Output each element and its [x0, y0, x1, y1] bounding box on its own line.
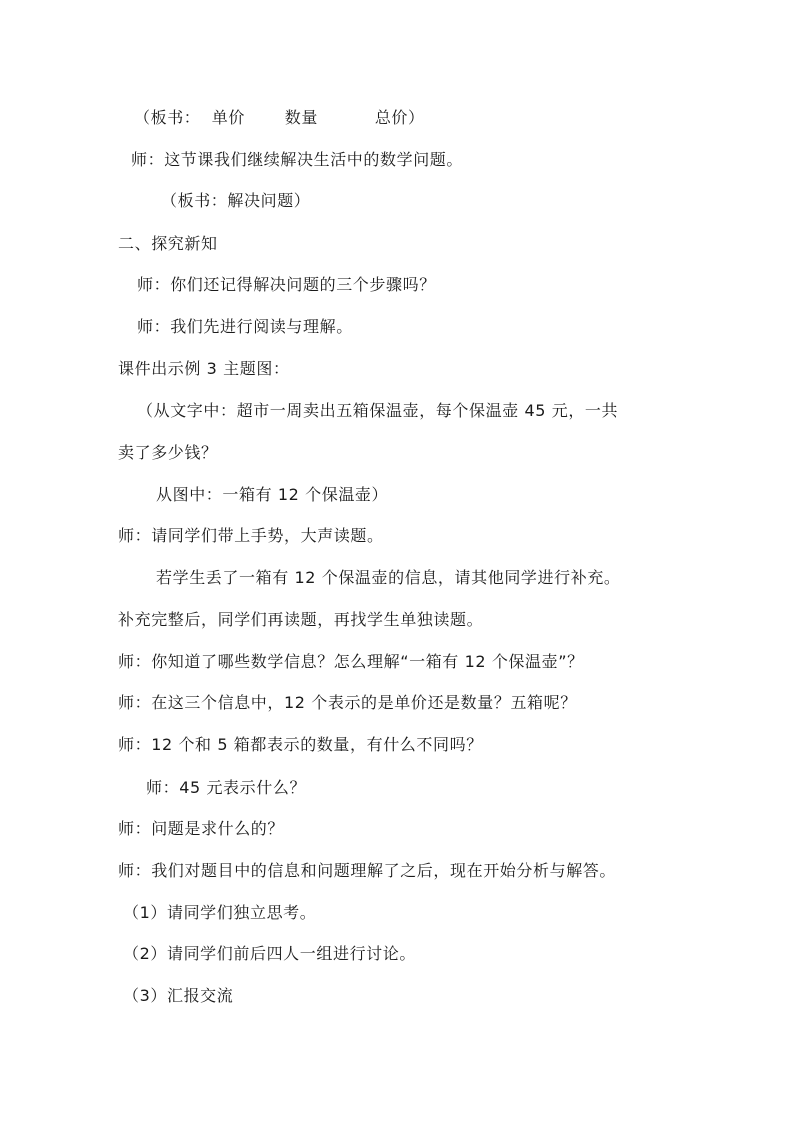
- text-line-read-understand: 师：我们先进行阅读与理解。: [137, 317, 353, 336]
- text-line-teacher-intro: 师：这节课我们继续解决生活中的数学问题。: [131, 150, 464, 169]
- text-line-three-steps: 师：你们还记得解决问题的三个步骤吗？: [137, 275, 436, 294]
- text-line-analyze: 师：我们对题目中的信息和问题理解了之后，现在开始分析与解答。: [118, 861, 617, 880]
- section-heading: 二、探究新知: [118, 234, 218, 253]
- text-line-read-aloud: 师：请同学们带上手势，大声读题。: [118, 526, 384, 545]
- text-line-from-text-cont: 卖了多少钱？: [118, 443, 218, 462]
- text-line-unit-or-quantity: 师：在这三个信息中，12 个表示的是单价还是数量？五箱呢？: [118, 693, 577, 712]
- text-line-reread: 补充完整后，同学们再读题，再找学生单独读题。: [118, 610, 484, 629]
- list-item-1: （1）请同学们独立思考。: [123, 903, 317, 922]
- text-line-supplement: 若学生丢了一箱有 12 个保温壶的信息，请其他同学进行补充。: [156, 568, 621, 587]
- text-line-from-image: 从图中：一箱有 12 个保温壶）: [156, 485, 389, 504]
- text-line-math-info: 师：你知道了哪些数学信息？怎么理解“一箱有 12 个保温壶”？: [118, 652, 584, 671]
- list-item-2: （2）请同学们前后四人一组进行讨论。: [123, 944, 416, 963]
- text-line-question: 师：问题是求什么的？: [118, 819, 285, 838]
- list-item-3: （3）汇报交流: [123, 986, 234, 1005]
- text-line-difference: 师：12 个和 5 箱都表示的数量，有什么不同吗？: [118, 735, 483, 754]
- text-line-45-yuan: 师：45 元表示什么？: [146, 778, 307, 797]
- text-line-board-solve: （板书：解决问题）: [161, 191, 311, 210]
- text-line-from-text: （从文字中：超市一周卖出五箱保温壶，每个保温壶 45 元，一共: [137, 401, 619, 420]
- text-line-board-unit-price: （板书： 单价 数量 总价）: [134, 108, 425, 127]
- text-line-courseware: 课件出示例 3 主题图：: [118, 359, 290, 378]
